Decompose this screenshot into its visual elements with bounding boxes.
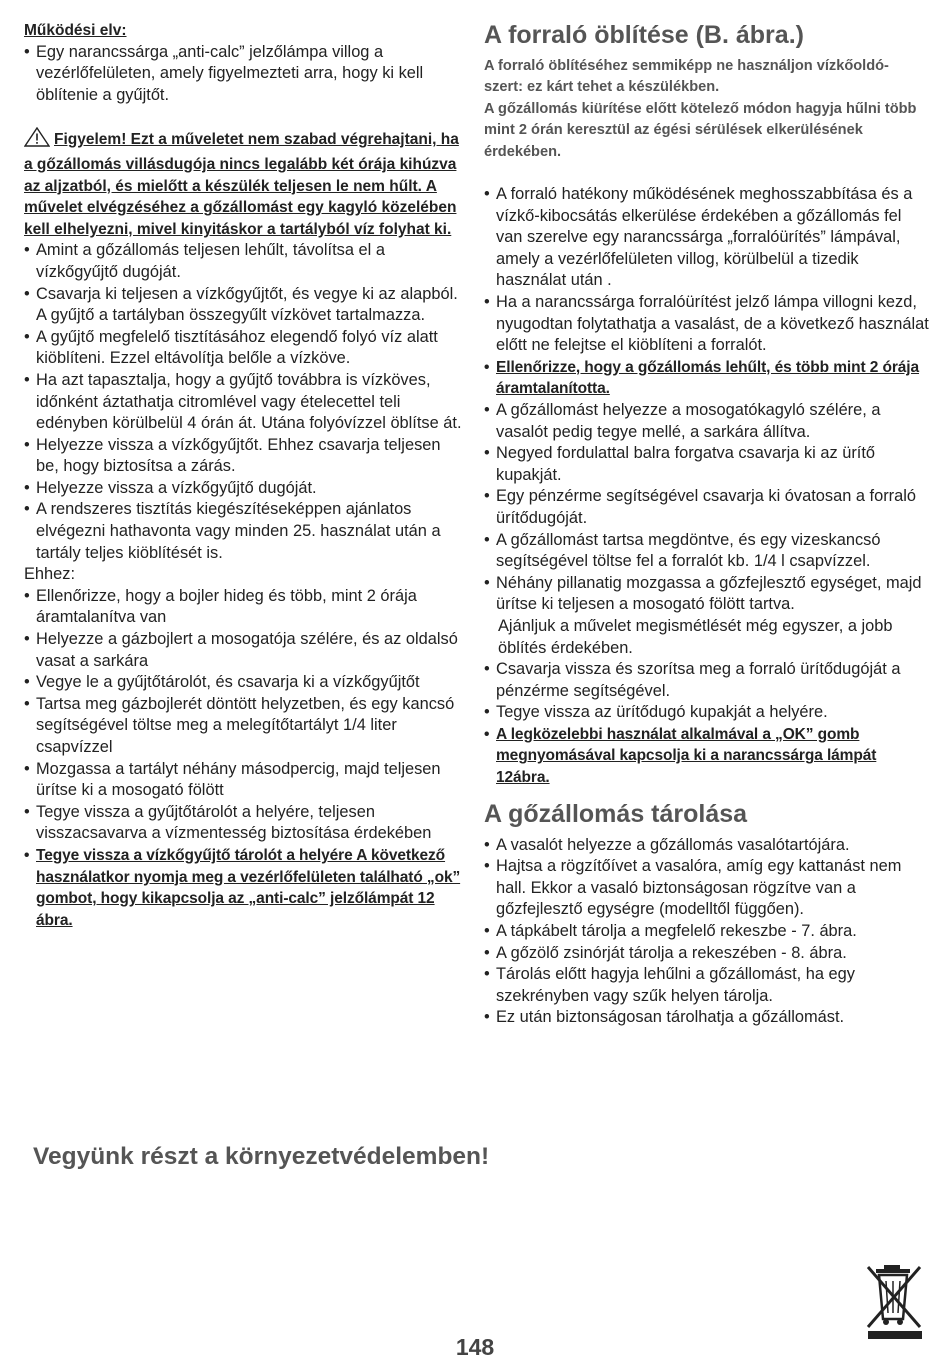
- list-item: • A gyűjtő megfelelő tisztításához elegendő folyó víz alatt kiöblíteni. Ezzel eltávolítja belőle a vízköve.: [24, 327, 466, 370]
- list-item-bold: • Tegye vissza a vízkőgyűjtő tárolót a helyére A következő használatkor nyomja meg a vezérlőfelületen található „ok” gombot, hogy kikapcsolja az „anti-calc” jelzőlámpát 12 ábra.: [24, 845, 466, 931]
- principle-heading: Működési elv:: [24, 22, 127, 39]
- right-column: [484, 20, 930, 1029]
- cleaning-steps: [24, 240, 466, 564]
- intro-warning-1: A forraló öblítéséhez semmiképp ne használjon vízkőoldó- szert: ez kárt tehet a készülékben.: [484, 58, 889, 96]
- list-item-bold: • A legközelebbi használat alkalmával a „OK” gomb megnyomásával kapcsolja ki a narancssárga lámpát 12ábra.: [484, 724, 930, 789]
- environment-heading: Vegyünk részt a környezetvédelemben!: [33, 1143, 490, 1170]
- list-item: • Csavarja vissza és szorítsa meg a forraló ürítődugóját a pénzérme segítségével.: [484, 659, 930, 702]
- list-item: • Tartsa meg gázbojlerét döntött helyzetben, és egy kancsó segítségével töltse meg a melegítőtartályt 1/4 liter csapvízzel: [24, 694, 466, 759]
- list-item: • Egy pénzérme segítségével csavarja ki óvatosan a forraló ürítődugóját.: [484, 486, 930, 529]
- ehhez-label: Ehhez:: [24, 565, 76, 584]
- warning-triangle-icon: [24, 127, 50, 154]
- principle-list: [24, 42, 466, 107]
- list-item: • Tegye vissza az ürítődugó kupakját a helyére.: [484, 702, 930, 724]
- page-number: 148: [455, 1334, 495, 1360]
- list-item: • Helyezze a gázbojlert a mosogatója szélére, és az oldalsó vasat a sarkára: [24, 629, 466, 672]
- list-item: • A rendszeres tisztítás kiegészítéseképpen ajánlatos elvégezni hathavonta vagy minden 25. használat után a tartály teljes kiöblítését is.: [24, 499, 466, 564]
- list-item: • Ha azt tapasztalja, hogy a gyűjtő továbbra is vízköves, időnként áztathatja citromlével vagy ételecettel teli edényben körülbelül 4 órán át. Utána folyóvízzel öblítse át.: [24, 370, 466, 435]
- intro-warning-2: A gőzállomás kiürítése előtt kötelező módon hagyja hűlni több mint 2 órán keresztül az égési sérülések elkerülésének érdekében.: [484, 100, 917, 160]
- section-title-boiler-rinse: A forraló öblítése (B. ábra.): [484, 21, 804, 49]
- repeat-note: Ajánljuk a művelet megismétlését még egyszer, a jobb öblítés érdekében.: [498, 616, 893, 657]
- storage-steps: [484, 835, 930, 1029]
- list-item: • Csavarja ki teljesen a vízkőgyűjtőt, és vegye ki az alapból. A gyűjtő a tartályban összegyűlt vízkövet tartalmazza.: [24, 284, 466, 327]
- list-item: • Negyed fordulattal balra forgatva csavarja ki az ürítő kupakját.: [484, 443, 930, 486]
- list-item: • Néhány pillanatig mozgassa a gőzfejlesztő egységet, majd ürítse ki teljesen a mosogató fölött tartva.: [484, 573, 930, 616]
- boiler-steps-2: [484, 659, 930, 789]
- list-item: • Hajtsa a rögzítőívet a vasalóra, amíg egy kattanást nem hall. Ekkor a vasaló biztonságosan rögzítve van a gőzfejlesztő egységre (modelltől függően).: [484, 856, 930, 921]
- list-item: • A forraló hatékony működésének meghosszabbítása és a vízkő-kibocsátás elkerülése érdekében a gőzállomás fel van szerelve egy narancssárga „forralóürítés” lámpával, amely a vezérlőfelületen villog, körülbelül a tizedik használat után .: [484, 184, 930, 292]
- list-item: • Ez után biztonságosan tárolhatja a gőzállomást.: [484, 1007, 930, 1029]
- warning-block: [24, 127, 466, 240]
- list-item: • Egy narancssárga „anti-calc” jelzőlámpa villog a vezérlőfelületen, amely figyelmezteti arra, hogy ki kell öblítenie a gyűjtőt.: [24, 42, 466, 107]
- list-item: • Tárolás előtt hagyja lehűlni a gőzállomást, ha egy szekrényben vagy szűk helyen tárolja.: [484, 964, 930, 1007]
- list-item: • A gőzölő zsinórját tárolja a rekeszében - 8. ábra.: [484, 943, 930, 965]
- left-column: [24, 20, 466, 931]
- crossed-bin-icon: [864, 1263, 926, 1341]
- list-item-bold: • Ellenőrizze, hogy a gőzállomás lehűlt, és több mint 2 órája áramtalanította.: [484, 357, 930, 400]
- list-item: • A gőzállomást tartsa megdöntve, és egy vizeskancsó segítségével töltse fel a forralót kb. 1/4 l csapvízzel.: [484, 530, 930, 573]
- spacer: [484, 163, 930, 184]
- list-item: • Amint a gőzállomás teljesen lehűlt, távolítsa el a vízkőgyűjtő dugóját.: [24, 240, 466, 283]
- list-item: • Helyezze vissza a vízkőgyűjtőt. Ehhez csavarja teljesen be, hogy biztosítsa a zárás.: [24, 435, 466, 478]
- rinse-steps: [24, 586, 466, 932]
- list-item: • A gőzállomást helyezze a mosogatókagyló szélére, a vasalót pedig tegye mellé, a sarkára állítva.: [484, 400, 930, 443]
- list-item: • A vasalót helyezze a gőzállomás vasalótartójára.: [484, 835, 930, 857]
- boiler-steps: [484, 184, 930, 616]
- list-item: • Ellenőrizze, hogy a bojler hideg és több, mint 2 órája áramtalanítva van: [24, 586, 466, 629]
- list-item: • Tegye vissza a gyűjtőtárolót a helyére, teljesen visszacsavarva a vízmentesség biztosítása érdekében: [24, 802, 466, 845]
- list-item: • Vegye le a gyűjtőtárolót, és csavarja ki a vízkőgyűjtőt: [24, 672, 466, 694]
- list-item: • Helyezze vissza a vízkőgyűjtő dugóját.: [24, 478, 466, 500]
- list-item: • A tápkábelt tárolja a megfelelő rekeszbe - 7. ábra.: [484, 921, 930, 943]
- list-item: • Mozgassa a tartályt néhány másodpercig, majd teljesen ürítse ki a mosogató fölött: [24, 759, 466, 802]
- section-title-storage: A gőzállomás tárolása: [484, 799, 748, 828]
- list-item: • Ha a narancssárga forralóürítést jelző lámpa villogni kezd, nyugodtan folytathatja a vasalást, de a következő használat előtt ne felejtse el kiöblíteni a forralót.: [484, 292, 930, 357]
- warning-text: Figyelem! Ezt a műveletet nem szabad végrehajtani, ha a gőzállomás villásdugója nincs legalább két órája kihúzva az aljzatból, és mielőtt a készülék teljesen le nem hűlt. A művelet elvégzéséhez a gőzállomást egy kagyló közelében kell elhelyezni, mivel kinyitáskor a tartályból víz folyhat ki.: [24, 131, 459, 238]
